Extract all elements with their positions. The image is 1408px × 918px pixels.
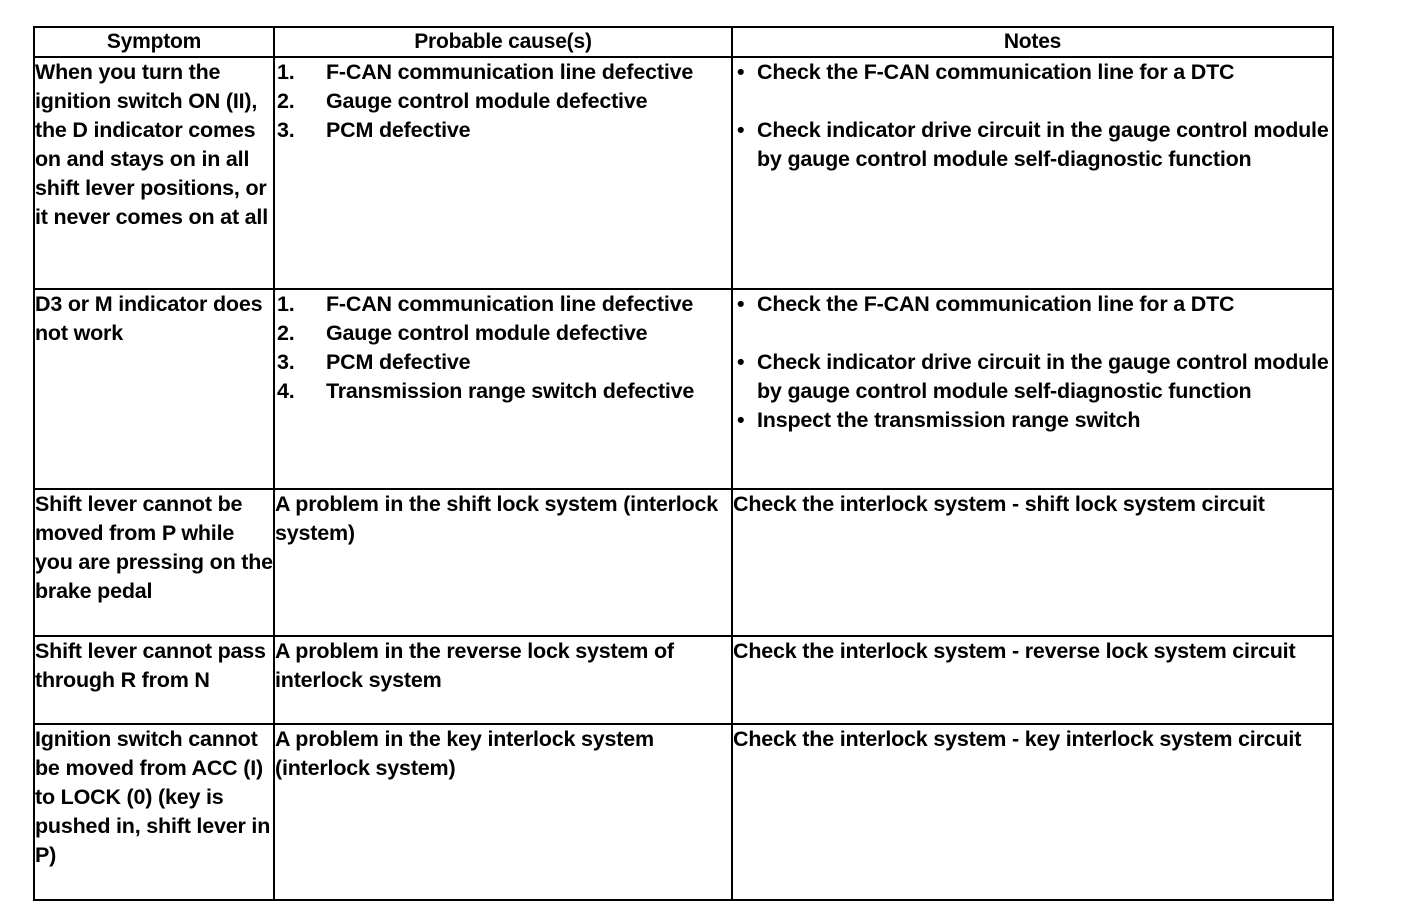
list-item — [275, 348, 731, 377]
item-number: 3. — [277, 118, 295, 142]
bullet-icon: • — [737, 408, 745, 432]
symptom-cell: D3 or M indicator does not work — [34, 289, 274, 489]
table-row — [34, 636, 1333, 724]
table-row — [34, 57, 1333, 289]
notes-cell: Check the interlock system - shift lock system circuit — [732, 489, 1333, 636]
symptom-cell: Shift lever cannot pass through R from N — [34, 636, 274, 724]
item-number: 1. — [277, 292, 295, 316]
bullet-icon: • — [737, 118, 745, 142]
symptom-cell: Shift lever cannot be moved from P while you are pressing on the brake pedal — [34, 489, 274, 636]
list-item — [275, 58, 731, 87]
item-text: Check indicator drive circuit in the gauge control module by gauge control module self-diagnostic function — [757, 350, 1329, 403]
notes-cell: Check the interlock system - key interlock system circuit — [732, 724, 1333, 900]
list-item — [275, 319, 731, 348]
notes-list — [733, 58, 1332, 174]
list-item — [733, 348, 1332, 406]
list-item — [275, 290, 731, 319]
item-text: Check the F-CAN communication line for a DTC — [757, 292, 1235, 316]
list-item — [275, 116, 731, 145]
list-item — [733, 58, 1332, 87]
cause-cell: A problem in the key interlock system (interlock system) — [274, 724, 732, 900]
notes-list — [733, 290, 1332, 435]
item-text: F-CAN communication line defective — [326, 292, 694, 316]
notes-cell: Check the interlock system - reverse lock system circuit — [732, 636, 1333, 724]
notes-cell — [732, 289, 1333, 489]
table-row — [34, 289, 1333, 489]
item-text: PCM defective — [326, 118, 471, 142]
causes-cell — [274, 289, 732, 489]
item-number: 2. — [277, 321, 295, 345]
troubleshooting-table — [33, 26, 1334, 901]
symptom-cell: Ignition switch cannot be moved from ACC (I) to LOCK (0) (key is pushed in, shift lever in P) — [34, 724, 274, 900]
table-row — [34, 724, 1333, 900]
table-row — [34, 489, 1333, 636]
item-text: Inspect the transmission range switch — [757, 408, 1141, 432]
header-row — [34, 27, 1333, 57]
causes-list — [275, 290, 731, 406]
list-item — [733, 116, 1332, 174]
bullet-icon: • — [737, 350, 745, 374]
bullet-icon: • — [737, 292, 745, 316]
item-text: Check the F-CAN communication line for a DTC — [757, 60, 1235, 84]
header-symptom: Symptom — [34, 27, 274, 57]
item-text: F-CAN communication line defective — [326, 60, 694, 84]
item-text: Gauge control module defective — [326, 89, 648, 113]
causes-list — [275, 58, 731, 145]
item-number: 4. — [277, 379, 295, 403]
item-text: Gauge control module defective — [326, 321, 648, 345]
symptom-cell: When you turn the ignition switch ON (II), the D indicator comes on and stays on in all shift lever positions, or it never comes on at all — [34, 57, 274, 289]
causes-cell — [274, 57, 732, 289]
item-text: Transmission range switch defective — [326, 379, 695, 403]
list-item — [275, 87, 731, 116]
notes-cell — [732, 57, 1333, 289]
list-item — [733, 290, 1332, 319]
header-notes: Notes — [732, 27, 1333, 57]
item-text: PCM defective — [326, 350, 471, 374]
item-number: 1. — [277, 60, 295, 84]
list-item — [733, 406, 1332, 435]
item-number: 3. — [277, 350, 295, 374]
list-item — [275, 377, 731, 406]
header-probable-causes: Probable cause(s) — [274, 27, 732, 57]
cause-cell: A problem in the shift lock system (interlock system) — [274, 489, 732, 636]
item-number: 2. — [277, 89, 295, 113]
cause-cell: A problem in the reverse lock system of interlock system — [274, 636, 732, 724]
bullet-icon: • — [737, 60, 745, 84]
item-text: Check indicator drive circuit in the gauge control module by gauge control module self-diagnostic function — [757, 118, 1329, 171]
